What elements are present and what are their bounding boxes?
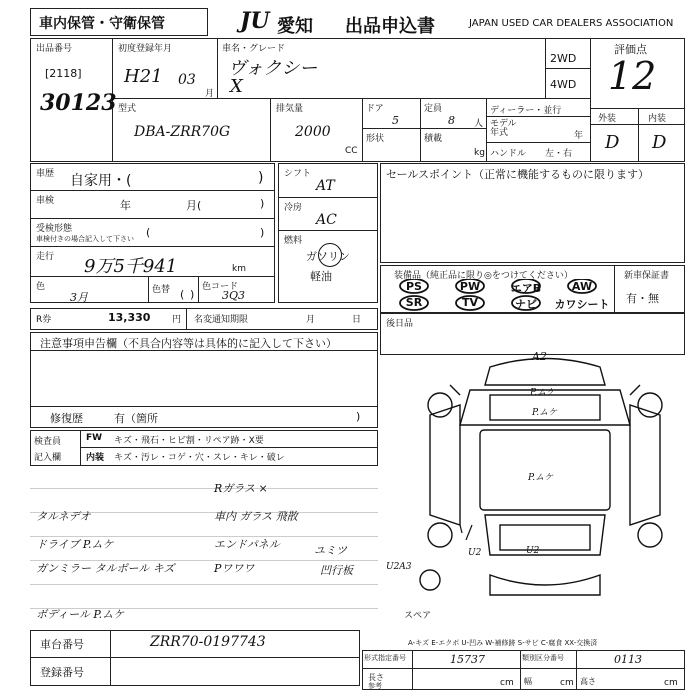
model-name: ヴォクシー [228, 58, 318, 79]
drive-2wd: 2WD [550, 52, 577, 65]
exterior-value: D [605, 132, 620, 153]
repair-label: 修復歴 [50, 412, 83, 425]
dealer-label: ディーラー・並行 [490, 106, 562, 116]
model-year-unit: 年 [574, 131, 584, 141]
color-code-value: 3Q3 [222, 289, 246, 302]
color-code-label: 色コード [202, 282, 239, 292]
color-change-paren: ( [180, 288, 185, 301]
type-spec-label: 形式指定番号 [364, 654, 406, 662]
diag-mark-u2-1: U2 [526, 546, 540, 556]
handle-options: 左・右 [545, 149, 573, 159]
storage-title-box [30, 8, 208, 36]
diag-mark-u2-2: U2 [468, 548, 482, 558]
history-close: ) [258, 170, 264, 186]
name-change-month: 月 [306, 315, 316, 325]
score-value: 12 [608, 54, 657, 98]
height-unit: cm [664, 678, 678, 688]
load-unit: kg [474, 148, 485, 158]
fuel-circle [318, 243, 342, 267]
load-label: 積載 [424, 134, 443, 144]
note-mirror-scratch: ガンミラー タルボール キズ [36, 562, 175, 575]
note-radio: タルネデオ [36, 510, 91, 523]
form-title: 出品申込書 [345, 16, 435, 37]
mileage-unit: km [232, 264, 246, 274]
equip-pw: PW [459, 280, 481, 293]
equip-navi: ナビ [515, 298, 537, 311]
equipment-label: 装備品（純正品に限り◎をつけてください） [394, 271, 573, 281]
recycle-value: 13,330 [108, 311, 151, 324]
inspector-line-2: キズ・汚レ・コゲ・穴・スレ・キレ・破レ [114, 453, 285, 463]
receive-note: 車検付きの場合記入して下さい [36, 235, 134, 243]
name-change-label: 名変通知期限 [194, 315, 249, 325]
diag-mark-peel-2: P.ムケ [532, 408, 558, 418]
color-label: 色 [36, 282, 46, 292]
receive-close: ) [260, 226, 265, 239]
note-end-panel: エンドパネル [214, 538, 280, 551]
capacity-unit: 人 [474, 119, 484, 129]
inspection-label: 車検 [36, 196, 55, 206]
type-label: 型式 [118, 104, 137, 114]
chassis-value: ZRR70-0197743 [150, 634, 266, 650]
reg-label: 初度登録年月 [118, 44, 173, 54]
warranty-value: 有・無 [626, 292, 659, 305]
repair-value: 有（箇所 [114, 412, 158, 425]
shift-label: シフト [284, 169, 312, 179]
note-p-wawawa: Pワワワ [214, 562, 255, 575]
equip-ps: PS [406, 280, 422, 293]
capacity-label: 定員 [424, 104, 443, 114]
class-value: 0113 [614, 653, 642, 666]
aftermarket-label: 後日品 [386, 319, 414, 329]
engine-unit: CC [345, 146, 358, 156]
engine-label: 排気量 [276, 104, 304, 114]
aircon-value: AC [316, 212, 337, 228]
drive-4wd: 4WD [550, 78, 577, 91]
class-label: 類別区分番号 [522, 654, 564, 662]
lot-label: 出品番号 [36, 44, 73, 54]
sales-point-label: セールスポイント（正常に機能するものに限ります） [386, 168, 650, 181]
note-glass-scatter: 車内 ガラス 飛散 [214, 510, 298, 523]
reg-era-year: H21 [124, 66, 163, 87]
equip-sr: SR [405, 296, 423, 309]
chassis-label: 車台番号 [40, 638, 84, 651]
damage-legend: A-キズ E-エクボ U-凹み W-補修跡 S-サビ C-腐食 XX-交換済 [408, 639, 598, 647]
length-label: 長さ [368, 673, 384, 682]
history-label: 車歴 [36, 169, 55, 179]
recycle-unit: 円 [172, 315, 182, 325]
shape-label: 形状 [366, 134, 385, 144]
note-drive-peel: ドライブ P.ムケ [36, 538, 114, 551]
inspection-year: 年 [120, 199, 131, 212]
type-spec-value: 15737 [450, 653, 485, 666]
type-value: DBA-ZRR70G [134, 124, 231, 140]
plate-label: 登録番号 [40, 666, 84, 679]
exterior-label: 外装 [598, 114, 617, 124]
capacity-value: 8 [448, 114, 455, 127]
remarks-label: 注意事項申告欄（不具合内容等は具体的に記入して下さい） [40, 337, 337, 350]
height-label: 高さ [580, 677, 596, 686]
diag-mark-a2: A2 [532, 350, 547, 363]
fuel-diesel: 軽油 [310, 270, 332, 283]
length-unit: cm [500, 678, 514, 688]
diag-mark-peel-3: P.ムケ [528, 473, 554, 483]
color-value: 3月 [70, 291, 88, 304]
shift-value: AT [316, 178, 335, 194]
note-rear-glass: Rガラス × [214, 482, 268, 495]
aircon-label: 冷房 [284, 203, 303, 213]
width-label: 幅 [524, 677, 532, 686]
recycle-label: R券 [36, 315, 52, 325]
lot-sub: [2118] [45, 67, 82, 80]
lot-number: 30123 [40, 90, 117, 116]
inspection-month: 月( [186, 199, 202, 212]
inspector-label-2: 記入欄 [34, 453, 62, 463]
equip-aw: AW [571, 280, 593, 293]
diag-mark-peel-1: P.ムケ [530, 388, 556, 398]
association-name: JAPAN USED CAR DEALERS ASSOCIATION [469, 18, 674, 29]
inspector-label-1: 検査員 [34, 437, 62, 447]
receive-label: 受検形態 [36, 224, 73, 234]
name-change-day: 日 [352, 315, 362, 325]
diag-mark-u2-3: U2A3 [386, 562, 412, 572]
doors-value: 5 [392, 114, 399, 127]
score-label: 評価点 [614, 43, 647, 56]
color-change-close: ) [190, 288, 195, 301]
mileage-value: 9万5千941 [84, 256, 178, 277]
note-body-peel: ボディール P.ムケ [36, 608, 125, 621]
handle-label: ハンドル [490, 149, 527, 159]
storage-title: 車内保管・守衛保管 [39, 16, 165, 32]
history-value: 自家用・( [70, 173, 132, 189]
fuel-label: 燃料 [284, 236, 303, 246]
note-yumitsu: ユミツ [314, 544, 347, 557]
inspection-close: ) [260, 197, 265, 210]
equip-tv: TV [461, 296, 479, 309]
color-change-label: 色替 [152, 285, 171, 295]
equipment-circles [386, 279, 612, 313]
mileage-label: 走行 [36, 252, 55, 262]
warranty-label: 新車保証書 [624, 271, 670, 281]
model-label: 車名・グレード [222, 44, 286, 54]
top-grid [30, 38, 685, 162]
width-unit: cm [560, 678, 574, 688]
fuel-gas: ガソリン [306, 250, 350, 263]
inspector-tag-fw: FW [86, 433, 103, 443]
model-year-label: モデル年式 [490, 119, 517, 138]
ref-label: 参考 [368, 682, 382, 690]
doors-label: ドア [366, 104, 384, 114]
model-grade: X [230, 76, 243, 97]
interior-label: 内装 [648, 114, 667, 124]
reg-month-unit: 月 [205, 89, 215, 99]
note-dent-plate: 凹行板 [320, 564, 353, 577]
spare-label: スペア [404, 611, 432, 621]
interior-value: D [652, 132, 667, 153]
reg-month: 03 [178, 72, 196, 88]
equip-seat: カワシート [554, 298, 610, 311]
inspector-tag-interior: 内装 [86, 453, 105, 463]
ju-logo: JU [240, 8, 270, 34]
logo-text: 愛知 [277, 16, 313, 37]
equip-airbag: エアB [510, 282, 542, 295]
repair-close: ) [356, 410, 361, 423]
inspector-line-1: キズ・飛石・ヒビ割・リペア跡・X要 [114, 436, 264, 446]
engine-value: 2000 [295, 124, 331, 140]
receive-paren: ( [146, 226, 151, 239]
